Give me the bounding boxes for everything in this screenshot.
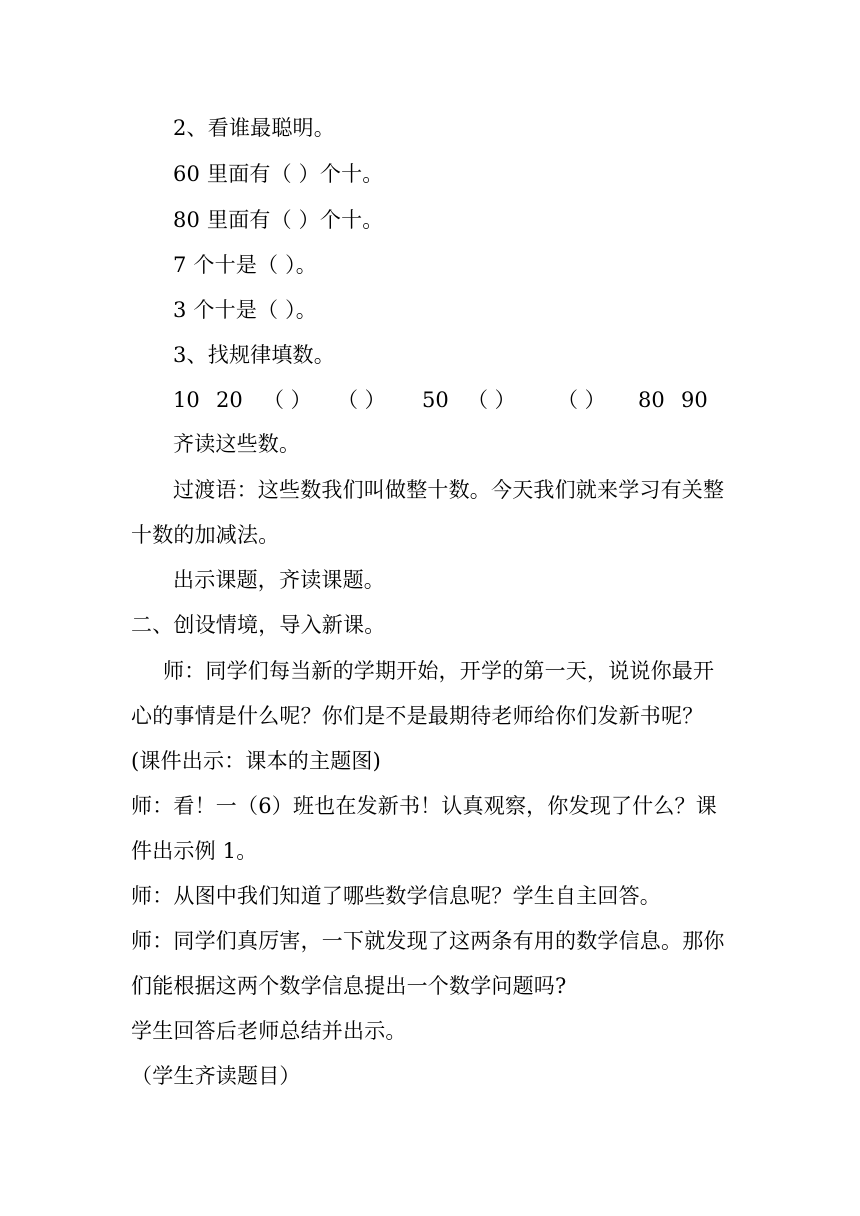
sequence-item: 20 xyxy=(216,388,243,412)
sequence-item: 50 xyxy=(422,388,449,412)
paragraph-line: 齐读这些数。 xyxy=(173,432,301,456)
sequence-blank: （ ） xyxy=(337,388,386,412)
sequence-blank: （ ） xyxy=(557,388,606,412)
question-line: 60 里面有（ ）个十。 xyxy=(173,162,384,186)
paragraph-line: 师：同学们每当新的学期开始，开学的第一天，说说你最开 xyxy=(163,659,715,683)
sequence-blank: （ ） xyxy=(467,388,516,412)
sequence-blank: （ ） xyxy=(263,388,312,412)
section-heading-create-situation: 二、创设情境，导入新课。 xyxy=(131,613,386,637)
paragraph-line: 学生回答后老师总结并出示。 xyxy=(131,1019,407,1043)
section-heading-look-who-smartest: 2、看谁最聪明。 xyxy=(173,116,335,140)
paragraph-line: 们能根据这两个数学信息提出一个数学问题吗? xyxy=(131,974,567,998)
paragraph-line: 件出示例 1。 xyxy=(131,839,258,863)
paragraph-line: 出示课题，齐读课题。 xyxy=(173,568,385,592)
paragraph-line: 师：同学们真厉害，一下就发现了这两条有用的数学信息。那你 xyxy=(131,929,725,953)
sequence-item: 10 xyxy=(173,388,200,412)
paragraph-line: 师：从图中我们知道了哪些数学信息呢？学生自主回答。 xyxy=(131,884,661,908)
question-line: 80 里面有（ ）个十。 xyxy=(173,208,384,232)
paragraph-line: (课件出示：课本的主题图) xyxy=(131,749,381,773)
paragraph-line: 十数的加减法。 xyxy=(131,523,280,547)
section-heading-find-pattern: 3、找规律填数。 xyxy=(173,343,335,367)
question-line: 7 个十是（ ）。 xyxy=(173,253,318,277)
sequence-item: 90 xyxy=(681,388,708,412)
paragraph-line: 心的事情是什么呢？你们是不是最期待老师给你们发新书呢？ xyxy=(131,704,704,728)
paragraph-line: 过渡语：这些数我们叫做整十数。今天我们就来学习有关整 xyxy=(173,478,725,502)
sequence-item: 80 xyxy=(638,388,665,412)
paragraph-line: （学生齐读题目） xyxy=(131,1064,301,1088)
question-line: 3 个十是（ ）。 xyxy=(173,298,318,322)
paragraph-line: 师：看！一（6）班也在发新书！认真观察，你发现了什么？课 xyxy=(131,794,717,818)
